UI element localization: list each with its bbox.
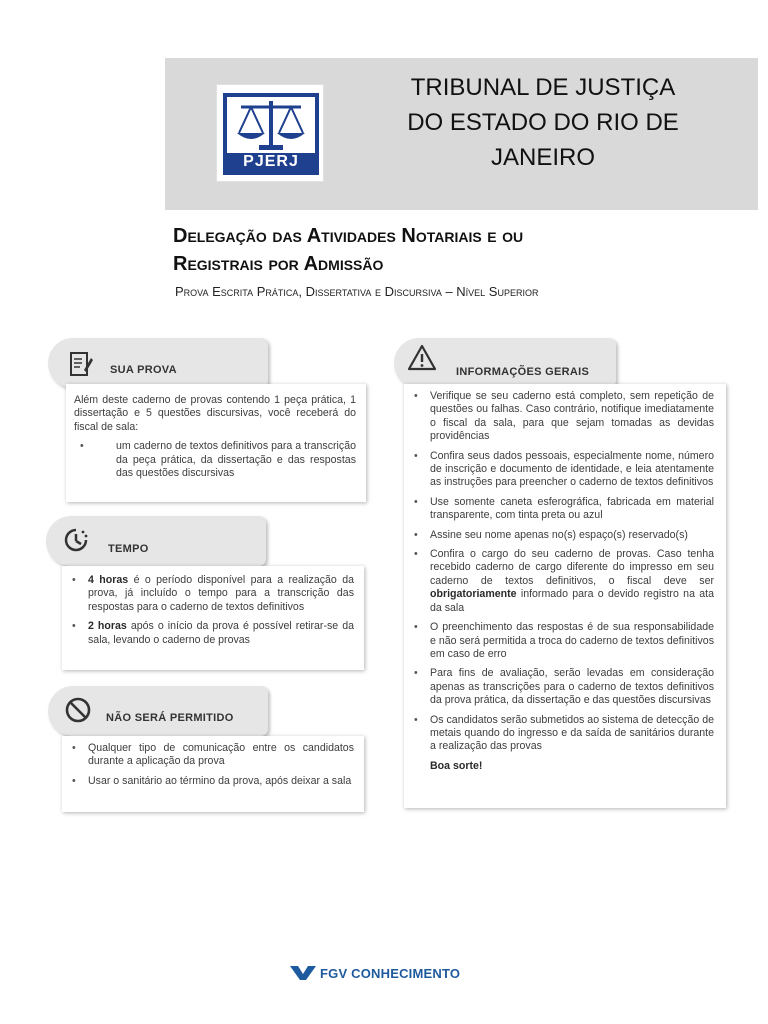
list-item: • Os candidatos serão submetidos ao sistema de detecção de metais quando do ingresso e da saída de sanitários durante a realização das provas: [408, 714, 714, 754]
exam-title: [173, 222, 753, 278]
list-item: • Usar o sanitário ao término da prova, após deixar a sala: [66, 775, 354, 788]
exam-subtitle: Prova Escrita Prática, Dissertativa e Discursiva – Nível Superior: [175, 284, 539, 299]
list-item: [408, 548, 714, 615]
closing-text: Boa sorte!: [430, 759, 483, 772]
clock-history-icon: [56, 520, 96, 560]
list-item: • Para fins de avaliação, serão levadas em consideração apenas as transcrições para o caderno de textos definitivos da prova prática, da dissertação e das questões discursivas: [408, 667, 714, 707]
warning-icon: [402, 338, 442, 378]
sua-prova-label: SUA PROVA: [110, 364, 177, 376]
info-bold: obrigatoriamente: [430, 588, 517, 601]
list-item: • Assine seu nome apenas no(s) espaço(s) reservado(s): [408, 529, 714, 542]
tempo-text: é o período disponível para a realização da prova, já incluído o tempo para a transcrição das respostas para o caderno de textos definitivos: [88, 574, 354, 613]
nao-permitido-label: NÃO SERÁ PERMITIDO: [106, 712, 234, 724]
info-text: informado para o devido registro na ata da sala: [430, 588, 714, 614]
pjerj-logo: [216, 84, 324, 182]
informacoes-panel: [404, 384, 726, 808]
tempo-text: após o início da prova é possível retirar-se da sala, levando o caderno de provas: [88, 620, 354, 646]
fgv-logo: [290, 964, 460, 982]
list-item: • O preenchimento das respostas é de sua responsabilidade e não será permitida a troca do caderno de textos definitivos em caso de erro: [408, 621, 714, 661]
exam-title-line: Delegação das Atividades Notariais e ou: [173, 225, 524, 247]
edit-document-icon: [60, 344, 100, 384]
tempo-hours-bold: 2 horas: [88, 620, 127, 633]
list-item: • Verifique se seu caderno está completo, sem repetição de questões ou falhas. Caso contrário, notifique imediatamente o fiscal da sala, para que sejam tomadas as devidas providências: [408, 390, 714, 444]
court-title-line: TRIBUNAL DE JUSTIÇA: [410, 74, 676, 101]
list-item: • Confira seus dados pessoais, especialmente nome, número de inscrição e documento de identidade, e leia atentamente as instruções para preencher o caderno de textos definitivos: [408, 450, 714, 490]
fgv-chevron-icon: [290, 966, 316, 980]
tempo-panel: [62, 566, 364, 670]
list-item: • um caderno de textos definitivos para a transcrição da peça prática, da dissertação e das respostas das questões discursivas: [74, 440, 356, 480]
exam-title-line: Registrais por Admissão: [173, 253, 384, 275]
tempo-hours-bold: 4 horas: [88, 574, 129, 586]
informacoes-label: INFORMAÇÕES GERAIS: [456, 366, 590, 378]
tempo-label: TEMPO: [108, 543, 149, 555]
logo-text: PJERJ: [243, 153, 299, 170]
list-item: [66, 574, 354, 614]
info-text: Confira o cargo do seu caderno de provas. Caso tenha recebido caderno de cargo diferente do impresso em seu caderno de textos definitivos, o fiscal deve ser: [430, 548, 714, 587]
court-title: [370, 70, 716, 175]
list-item: • Use somente caneta esferográfica, fabricada em material transparente, com tinta preta ou azul: [408, 496, 714, 523]
list-item: [66, 620, 354, 647]
prohibited-icon: [58, 690, 98, 730]
list-item: • Qualquer tipo de comunicação entre os candidatos durante a aplicação da prova: [66, 742, 354, 769]
nao-permitido-panel: [62, 736, 364, 812]
fgv-brand-text: FGV CONHECIMENTO: [320, 965, 461, 981]
sua-prova-intro: Além deste caderno de provas contendo 1 peça prática, 1 dissertação e 5 questões discursivas, você receberá do fiscal de sala:: [74, 394, 356, 433]
sua-prova-panel: [66, 384, 366, 502]
court-title-line: JANEIRO: [490, 144, 595, 171]
court-title-line: DO ESTADO DO RIO DE: [407, 109, 679, 136]
